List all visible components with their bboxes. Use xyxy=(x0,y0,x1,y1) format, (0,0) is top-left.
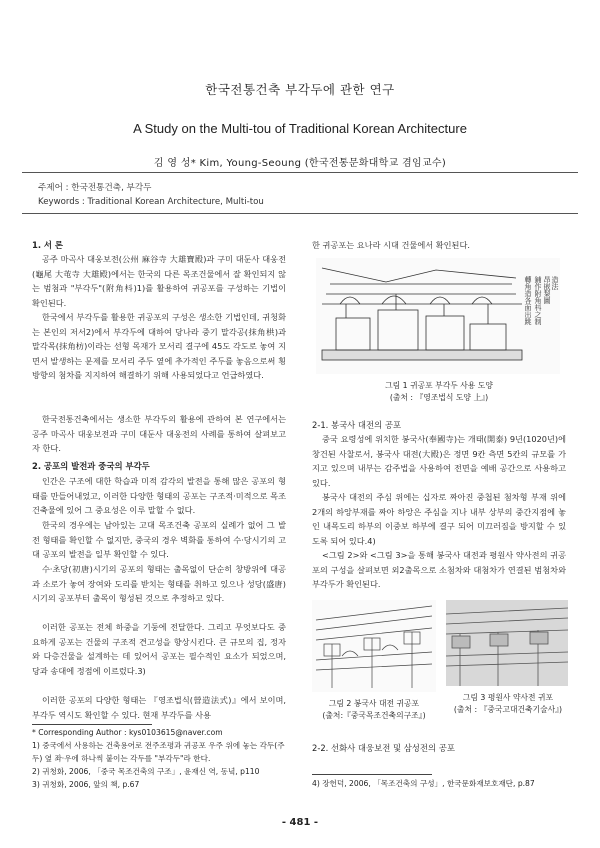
figure-3-source: (출처 : 『중국고대건축기술사』) xyxy=(453,705,563,714)
figure-3-photo xyxy=(446,600,568,686)
figure-1-vertical-label-4: 造法 xyxy=(551,276,559,290)
section-2-heading: 2. 공포의 발전과 중국의 부각두 xyxy=(32,461,150,471)
figure-1-source: (출처 : 『영조법식 도양 上』) xyxy=(389,393,489,402)
paragraph-3: 한국전통건축에서는 생소한 부각두의 활용에 관하여 본 연구에서는 공주 마곡사 대웅보전과 구미 대둔사 대웅전의 사례를 통하여 살펴보고자 한다. xyxy=(32,414,286,454)
footnote-author: * Corresponding Author : kys0103615@naver.com xyxy=(32,728,223,737)
right-footnote-divider xyxy=(312,774,432,775)
figure-2-caption: 그림 2 봉국사 대전 귀공포 xyxy=(328,699,420,708)
figure-3-bracket-photo xyxy=(446,600,568,686)
author-line: 김 영 성* Kim, Young-Seoung (한국전통문화대학교 겸임교수) xyxy=(153,158,447,169)
footnote-3: 3) 귀청화, 2006, 앞의 책, p.67 xyxy=(32,780,140,789)
keywords-box xyxy=(22,172,578,214)
figure-1-bracket-illustration xyxy=(316,258,560,374)
figure-2-source: (출처:『중국목조건축의구조』) xyxy=(322,711,426,720)
footnote-4: 4) 장헌덕, 2006, 「목조건축의 구성」, 한국문화재보호재단, p.87 xyxy=(312,779,535,788)
figure-1-caption: 그림 1 귀공포 부각두 사용 도양 xyxy=(385,381,493,390)
right-intro-text: 한 귀공포는 요나라 시대 건물에서 확인된다. xyxy=(312,240,470,250)
footnote-1: 1) 중국에서 사용하는 건축용어로 전주조평과 귀공포 우주 위에 놓는 각두(주두) 옆 좌·우에 하나씩 붙이는 각두를 "부각두"라 한다. xyxy=(32,741,285,763)
figure-1-drawing xyxy=(316,258,560,374)
figure-3-caption: 그림 3 평원사 약사전 귀포 xyxy=(462,693,554,702)
paragraph-1: 공주 마곡사 대웅보전(公州 麻谷寺 大雄寶殿)과 구미 대둔사 대웅전(龜尾 大芚寺 大雄殿)에서는 한국의 다른 목조건물에서 잘 확인되지 않는 범첨과 "부각두"(附角枓)1)를 활용하여 귀공포를 구성하는 기법이 확인된다. xyxy=(32,254,286,308)
section-1-heading: 1. 서 론 xyxy=(32,240,64,250)
paragraph-7: 이러한 공포는 전체 하중을 기둥에 전달한다. 그리고 무엇보다도 중요하게 공포는 건물의 구조적 견고성을 향상시킨다. 큰 규모의 집, 정자와 다층건물을 설계하는 데 있어서 공포는 필수적인 요소가 되었으며, 당과 송대에 정점에 이르렀다.3) xyxy=(32,622,286,676)
page-number: - 481 - xyxy=(281,817,319,828)
footnote-2: 2) 귀청화, 2006, 「중국 목조건축의 구조」, 윤재신 역, 동녘, p110 xyxy=(32,767,260,776)
keywords-korean: 주제어 : 한국전통건축, 부각두 xyxy=(38,183,152,193)
section-2-2-heading: 2-2. 선화사 대웅보전 및 삼성전의 공포 xyxy=(312,743,455,753)
paragraph-10: 봉국사 대전의 주심 위에는 십자로 짜아진 중첩된 첨차형 부재 위에 2개의 하앙부재를 짜아 하앙은 주심을 지나 내부 상부의 중간지점에 놓인 내목도리 하부의 이중보 하부에 결구 되어 미끄러짐을 방지할 수 있도록 되어 있다.4) xyxy=(312,492,566,546)
figure-2-photo xyxy=(312,600,436,692)
footnote-divider xyxy=(32,724,152,725)
paper-title-korean: 한국전통건축 부각두에 관한 연구 xyxy=(205,82,395,97)
paragraph-6: 수·초당(初唐)시기의 공포의 형태는 출목없이 단순히 창방위에 대공과 소로가 놓여 장여와 도리를 받치는 형태를 취하고 있으나 성당(盛唐)시기의 공포부터 출목이 형성된 것으로 추정하고 있다. xyxy=(32,564,286,604)
paragraph-4: 인간은 구조에 대한 학습과 미적 감각의 발전을 통해 많은 공포의 형태를 만들어내었고, 이러한 다양한 형태의 공포는 구조적·미적으로 목조건축물에 있어 그 중요성은 이루 말할 수 없다. xyxy=(32,476,286,516)
figure-2-bracket-drawing xyxy=(312,600,436,692)
paragraph-8: 이러한 공포의 다양한 형태는 『영조법식(營造法式)』에서 보이며, 부각두 역시도 확인할 수 있다. 현재 부각두를 사용 xyxy=(32,695,286,720)
keywords-english: Keywords : Traditional Korean Architecture, Multi-tou xyxy=(38,197,264,207)
paragraph-9: 중국 요령성에 위치한 봉국사(奉國寺)는 개태(開泰) 9년(1020년)에 창건된 사찰로서, 봉국사 대전(大殿)은 정면 9칸 측면 5칸의 규모를 가지고 있으며 내부는 감주법을 사용하여 전면을 예배 공간으로 사용하고 있다. xyxy=(312,434,566,488)
figure-1-vertical-label-2: 鋪作附角枓之制 xyxy=(534,276,542,325)
paragraph-5: 한국의 경우에는 남아있는 고대 목조건축 공포의 실례가 없어 그 발전 형태를 확인할 수 없지만, 중국의 경우 벽화를 통하여 수·당시기의 고대 공포의 발전을 일부 확인할 수 있다. xyxy=(32,520,286,560)
paragraph-2: 한국에서 부각두를 활용한 귀공포의 구성은 생소한 기법인데, 귀청화는 본인의 저서2)에서 부각두에 대하여 당나라 중기 말각공(抹角栱)과 말각목(抹角枋)이라는 선형 목재가 모서리 결구에 45도 각도로 놓여 지면서 발생하는 문제를 모서리 주두 옆에 추가적인 주두를 놓음으로써 횡방향의 첨차를 지지하여 해결하기 위해 사용되었다고 언급하였다. xyxy=(32,312,286,381)
section-2-1-heading: 2-1. 봉국사 대전의 공포 xyxy=(312,420,402,430)
paper-title-english: A Study on the Multi-tou of Traditional Korean Architecture xyxy=(133,121,467,136)
figure-1-vertical-label-1: 轉角造各面出跳 xyxy=(524,276,532,325)
paragraph-11: <그림 2>와 <그림 3>을 통해 봉국사 대전과 평원사 약사전의 귀공포의 구성을 살펴보면 외2출목으로 소첨차와 대첨차가 연결된 범첨차와 부각두가 확인된다. xyxy=(312,550,566,590)
figure-1-vertical-label-3: 昂嵌栔圖 xyxy=(543,276,551,304)
